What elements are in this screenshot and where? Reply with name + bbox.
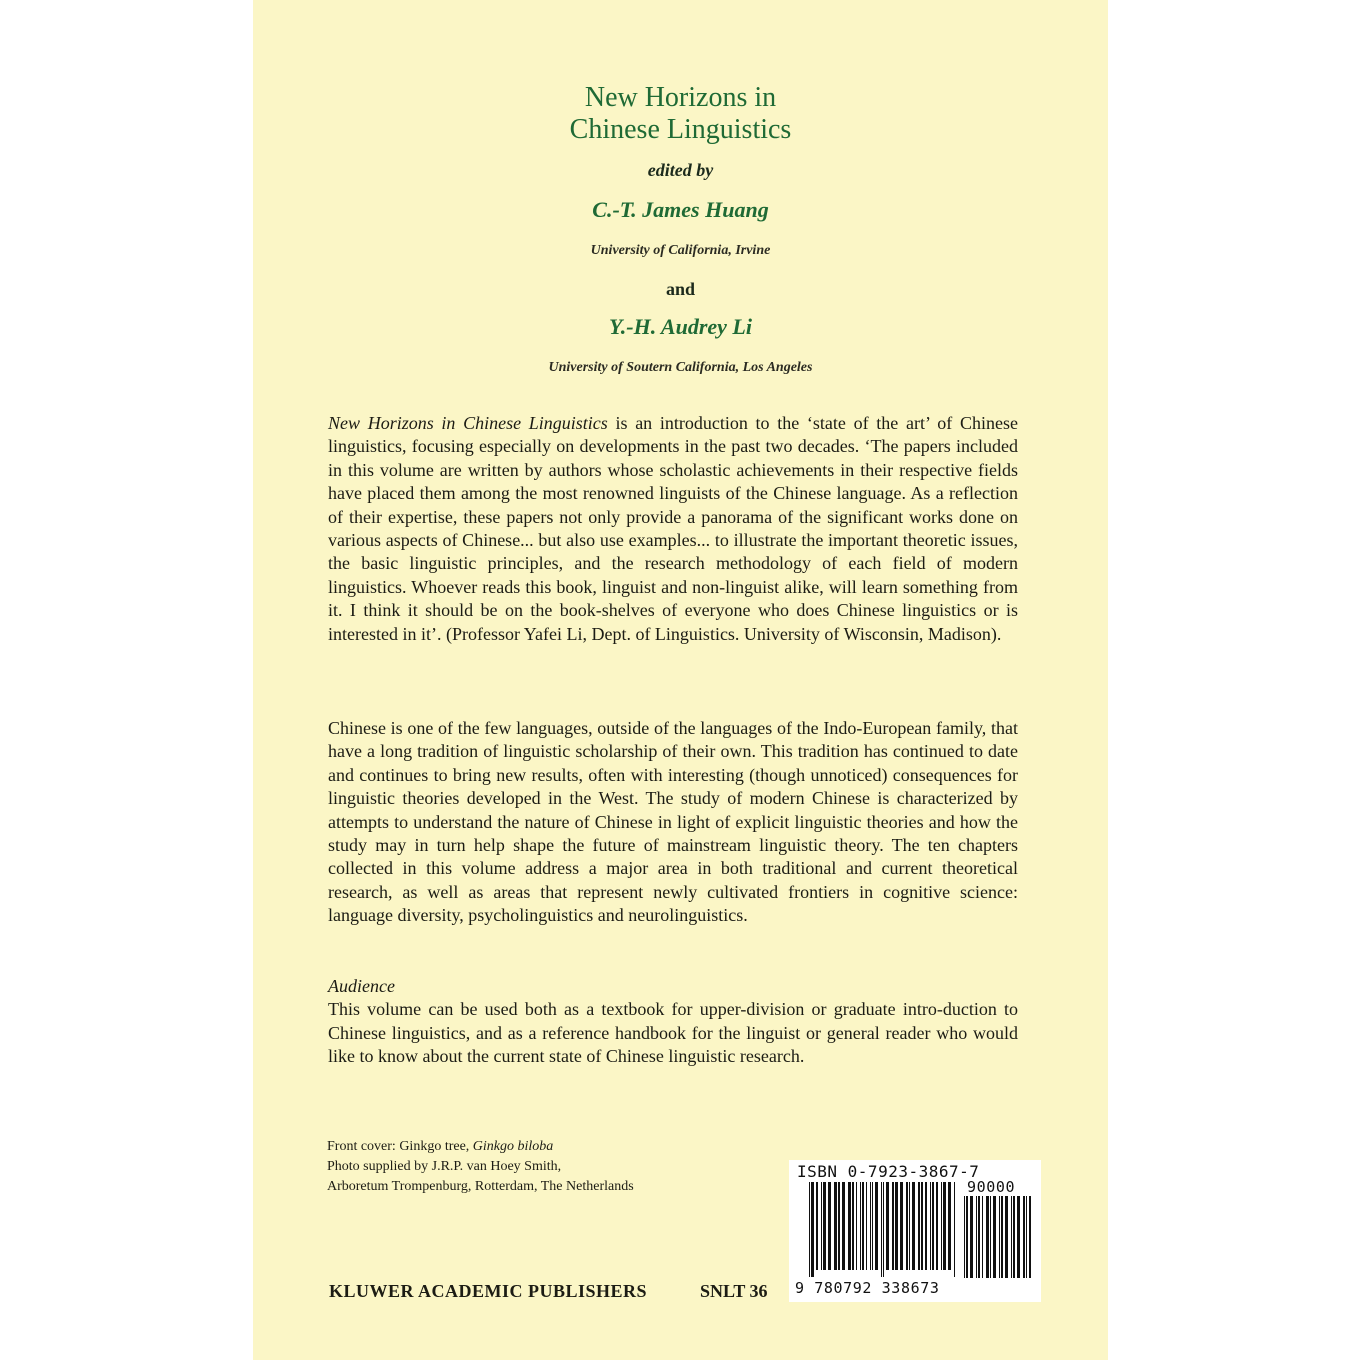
barcode-bar bbox=[986, 1196, 989, 1278]
credit-line-2: Photo supplied by J.R.P. van Hoey Smith, bbox=[327, 1159, 562, 1174]
barcode-bar bbox=[870, 1182, 871, 1270]
barcode-bar bbox=[1029, 1196, 1031, 1278]
barcode-bar bbox=[895, 1182, 898, 1270]
audience-text: This volume can be used both as a textbook for upper-division or graduate intro-duction to Chinese linguistics, and as a reference handbook for the linguist or general reader who would like to know about the current state of Chinese linguistic research. bbox=[328, 999, 1018, 1067]
barcode-bar bbox=[821, 1182, 822, 1270]
series-number: SNLT 36 bbox=[700, 1281, 768, 1301]
editor-2-affiliation: University of Soutern California, Los Angeles bbox=[548, 360, 813, 375]
barcode-bar bbox=[970, 1196, 973, 1278]
credit-prefix: Front cover: Ginkgo tree, bbox=[327, 1139, 473, 1154]
barcode-bar bbox=[823, 1182, 826, 1270]
barcode-bar bbox=[866, 1182, 867, 1270]
book-title-inline: New Horizons in Chinese Linguistics bbox=[328, 413, 608, 433]
barcode-bar bbox=[900, 1182, 903, 1270]
barcode-bar bbox=[906, 1182, 908, 1270]
ean-number: 9 780792 338673 bbox=[795, 1279, 940, 1297]
conjunction-and: and bbox=[665, 279, 696, 299]
edited-by-label: edited by bbox=[647, 160, 714, 180]
barcode-bar bbox=[976, 1196, 977, 1278]
barcode-bar bbox=[918, 1182, 920, 1270]
barcode-bar bbox=[932, 1182, 934, 1270]
barcode-bar bbox=[828, 1182, 831, 1270]
barcode-bar bbox=[921, 1182, 923, 1270]
barcode-bar bbox=[990, 1196, 991, 1278]
barcode-bar bbox=[881, 1182, 882, 1277]
barcode-bar bbox=[834, 1182, 837, 1270]
description-paragraph-1 bbox=[328, 412, 1018, 646]
barcode-bar bbox=[852, 1182, 854, 1270]
barcode-bar bbox=[816, 1182, 818, 1270]
barcode-bar bbox=[848, 1182, 851, 1270]
barcode-bar bbox=[838, 1182, 840, 1270]
barcode-bar bbox=[1026, 1196, 1027, 1278]
barcode-bar bbox=[856, 1182, 857, 1270]
isbn-number: ISBN 0-7923-3867-7 bbox=[797, 1162, 980, 1181]
barcode-bar bbox=[999, 1196, 1000, 1278]
credit-species: Ginkgo biloba bbox=[472, 1139, 554, 1154]
barcode-bar bbox=[954, 1182, 955, 1277]
editor-2-name: Y.-H. Audrey Li bbox=[609, 314, 752, 339]
barcode-bar bbox=[941, 1182, 942, 1270]
ean-barcode-bars bbox=[809, 1182, 959, 1277]
barcode-bar bbox=[892, 1182, 894, 1270]
book-title bbox=[253, 82, 1108, 146]
barcode-bar bbox=[1013, 1196, 1015, 1278]
barcode-bar bbox=[966, 1196, 968, 1278]
isbn-barcode bbox=[789, 1160, 1041, 1302]
barcode-bar bbox=[909, 1182, 910, 1270]
barcode-bar bbox=[978, 1196, 980, 1278]
book-back-cover bbox=[253, 0, 1108, 1360]
barcode-bar bbox=[842, 1182, 845, 1270]
addon-barcode-bars bbox=[964, 1196, 1034, 1278]
barcode-bar bbox=[809, 1182, 810, 1277]
barcode-bar bbox=[883, 1182, 884, 1277]
barcode-bar bbox=[1001, 1196, 1003, 1278]
title-line-2: Chinese Linguistics bbox=[569, 114, 792, 145]
barcode-addon-number: 90000 bbox=[967, 1178, 1016, 1196]
barcode-bar bbox=[930, 1182, 931, 1270]
description-paragraph-2: Chinese is one of the few languages, outside of the languages of the Indo-European family, that have a long tradition of linguistic scholarship of their own. This tradition has continued to date and continues to bring new results, often with interesting (though unnoticed) consequences for linguistic theories developed in the West. The study of modern Chinese is characterized by attempts to understand the nature of Chinese in light of explicit linguistic theories and how the study may in turn help shape the future of mainstream linguistic theory. The ten chapters collected in this volume address a major area in both traditional and current theoretical research, as well as areas that represent newly cultivated frontiers in cognitive science: language diversity, psycholinguistics and neurolinguistics. bbox=[328, 718, 1018, 926]
title-line-1: New Horizons in bbox=[584, 82, 777, 113]
barcode-bar bbox=[860, 1182, 861, 1270]
credit-line-1 bbox=[327, 1137, 634, 1157]
barcode-bar bbox=[875, 1182, 878, 1270]
barcode-bar bbox=[943, 1182, 946, 1270]
barcode-bar bbox=[993, 1196, 996, 1278]
paragraph-1-text: is an introduction to the ‘state of the art’ of Chinese linguistics, focusing especially on developments in the past two decades. ‘The papers included in this volume are written by authors whose scholastic achievements in their respective fields have placed them among the most renowned linguists of the Chinese language. As a reflection of their expertise, these papers not only provide a panorama of the significant works done on various aspects of Chinese... but also use examples... to illustrate the important theoretic issues, the basic linguistic principles, and the research methodology of each field of modern linguistics. Whoever reads this book, linguist and non-linguist alike, will learn something from it. I think it should be on the book-shelves of everyone who does Chinese linguistics or is interested in it’. (Professor Yafei Li, Dept. of Linguistics. University of Wisconsin, Madison). bbox=[328, 413, 1018, 644]
editor-1-name: C.-T. James Huang bbox=[592, 197, 769, 222]
editor-1-affiliation: University of California, Irvine bbox=[590, 243, 771, 258]
publisher-name: KLUWER ACADEMIC PUBLISHERS bbox=[329, 1281, 648, 1301]
barcode-bar bbox=[886, 1182, 889, 1270]
audience-heading: Audience bbox=[328, 976, 395, 996]
barcode-bar bbox=[1011, 1196, 1012, 1278]
barcode-bar bbox=[1005, 1196, 1008, 1278]
barcode-bar bbox=[964, 1196, 965, 1278]
barcode-bar bbox=[1017, 1196, 1020, 1278]
credit-line-3: Arboretum Trompenburg, Rotterdam, The Netherlands bbox=[327, 1179, 634, 1194]
barcode-bar bbox=[912, 1182, 915, 1270]
barcode-bar bbox=[925, 1182, 927, 1270]
barcode-bar bbox=[1023, 1196, 1025, 1278]
photo-credit bbox=[327, 1137, 634, 1197]
barcode-bar bbox=[936, 1182, 938, 1270]
audience-section bbox=[328, 975, 1018, 1069]
barcode-bar bbox=[862, 1182, 864, 1270]
barcode-bar bbox=[982, 1196, 983, 1278]
barcode-bar bbox=[948, 1182, 951, 1270]
barcode-bar bbox=[811, 1182, 814, 1277]
barcode-bar bbox=[872, 1182, 873, 1270]
